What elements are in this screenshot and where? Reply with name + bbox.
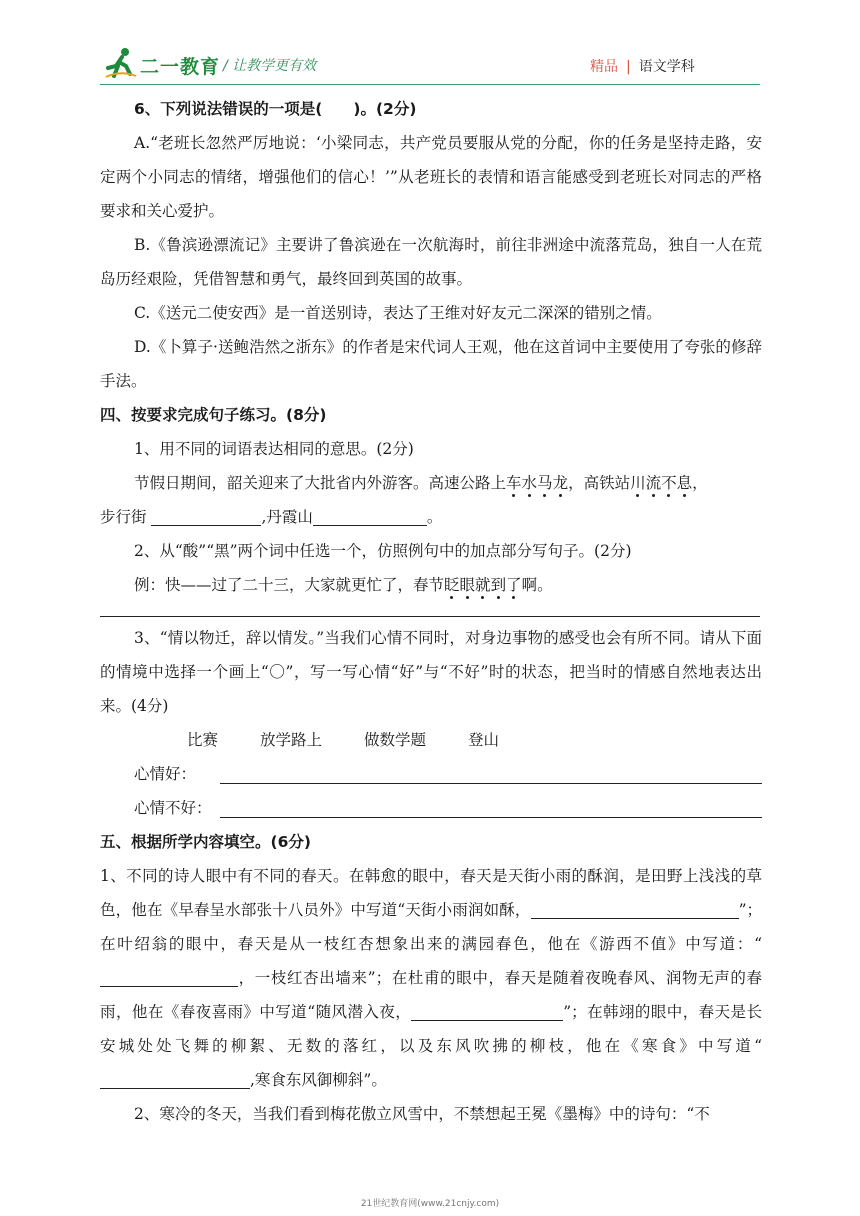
scenario-option[interactable]: 登山 xyxy=(468,731,500,749)
emphasis-char: 到 xyxy=(490,576,507,594)
question-6-title: 6、下列说法错误的一项是( )。(2分) xyxy=(134,100,417,118)
scenario-option[interactable]: 做数学题 xyxy=(364,731,427,749)
header-separator: | xyxy=(626,59,631,75)
emphasis-char: 车 xyxy=(506,474,522,492)
option-d: D.《卜算子·送鲍浩然之浙东》的作者是宋代词人王观，他在这首词中主要使用了夸张的修辞手法。 xyxy=(100,338,762,390)
emphasis-char: 息 xyxy=(676,474,693,492)
option-a: A.“老班长忽然严厉地说：‘小梁同志，共产党员要服从党的分配，你的任务是坚持走路，安定两个小同志的情绪，增强他们的信心！’”从老班长的表情和语言能感受到老班长对同志的严格要求和关心爱护。 xyxy=(100,134,762,220)
s4-q1-title: 1、用不同的词语表达相同的意思。(2分) xyxy=(134,440,414,458)
brand-name: 二一教育 xyxy=(140,56,221,78)
worksheet-body xyxy=(100,92,762,1131)
s5-q1-d: ”；在韩翊的眼中，春天是长安城处处飞舞的柳絮、无数的落红，以及东风吹拂的柳枝，他在《寒食》中写道“ xyxy=(100,1003,762,1055)
section-4-title: 四、按要求完成句子练习。(8分) xyxy=(100,406,327,424)
s4-q1-line2-b: ,丹霞山 xyxy=(261,508,313,526)
s4-q1-text-c: ， xyxy=(692,474,708,492)
answer-line[interactable] xyxy=(100,616,760,617)
answer-blank[interactable] xyxy=(100,966,238,987)
emphasis-char: 水 xyxy=(521,474,538,492)
dotted-phrase-3 xyxy=(444,576,522,594)
s5-q2: 2、寒冷的冬天，当我们看到梅花傲立风雪中，不禁想起王冕《墨梅》中的诗句：“不 xyxy=(134,1105,710,1123)
answer-blank[interactable] xyxy=(151,505,261,526)
s4-q1-text-b: ，高铁站 xyxy=(568,474,631,492)
s5-q1-a: 1、不同的诗人眼中有不同的春天。在韩愈的眼中，春天是天街小雨的酥润，是田野上浅浅的草色，他在《早春呈水部张十八员外》中写道“天街小雨润如酥， xyxy=(100,867,762,919)
s4-q2-title: 2、从“酸”“黑”两个词中任选一个，仿照例句中的加点部分写句子。(2分) xyxy=(134,542,632,560)
emphasis-char: 了 xyxy=(506,576,522,594)
scenario-option[interactable]: 放学路上 xyxy=(260,731,323,749)
s4-q1-line2 xyxy=(100,500,762,534)
option-c: C.《送元二使安西》是一首送别诗，表达了王维对好友元二深深的错别之情。 xyxy=(134,304,662,322)
s4-q1-text-a: 节假日期间，韶关迎来了大批省内外游客。高速公路上 xyxy=(134,474,507,492)
good-mood-row xyxy=(100,757,762,791)
answer-blank[interactable] xyxy=(313,505,427,526)
emphasis-char: 川 xyxy=(630,474,646,492)
subject-label: 语文学科 xyxy=(638,59,695,75)
s5-q1-c: ，一枝红杏出墙来”；在杜甫的眼中，春天是随着夜晚春风、润物无声的春雨，他在《春夜喜雨》中写道“随风潜入夜， xyxy=(100,969,762,1021)
s4-q2-example xyxy=(100,568,762,602)
option-b: B.《鲁滨逊漂流记》主要讲了鲁滨逊在一次航海时，前往非洲途中流落荒岛，独自一人在荒岛历经艰险，凭借智慧和勇气，最终回到英国的故事。 xyxy=(100,236,762,288)
quality-tag: 精品 xyxy=(590,59,618,75)
scenario-option[interactable]: 比赛 xyxy=(187,731,219,749)
emphasis-char: 不 xyxy=(661,474,677,492)
s4-q1-line2-a: 步行街 xyxy=(100,508,152,526)
s4-q1-line2-c: 。 xyxy=(426,508,443,526)
emphasis-char: 马 xyxy=(537,474,553,492)
emphasis-char: 龙 xyxy=(552,474,569,492)
answer-blank[interactable] xyxy=(100,1068,250,1089)
emphasis-char: 流 xyxy=(645,474,662,492)
header-subject xyxy=(590,56,695,76)
bad-mood-row xyxy=(100,791,762,825)
page-header xyxy=(0,0,860,80)
emphasis-char: 就 xyxy=(475,576,491,594)
s5-q1 xyxy=(100,859,762,1097)
emphasis-char: 眨 xyxy=(444,576,460,594)
answer-blank[interactable] xyxy=(411,1000,563,1021)
emphasis-char: 眼 xyxy=(459,576,476,594)
dotted-phrase-1 xyxy=(506,474,568,492)
brand-slogan: / 让教学更有效 xyxy=(223,58,317,74)
good-mood-answer-line[interactable] xyxy=(220,783,762,784)
answer-blank[interactable] xyxy=(655,898,739,919)
header-divider xyxy=(100,84,760,85)
scenario-options xyxy=(100,723,762,757)
bad-mood-label: 心情不好： xyxy=(134,799,212,817)
s5-q1-e: ,寒食东风御柳斜”。 xyxy=(250,1071,387,1089)
s4-q2-example-b: 啊。 xyxy=(521,576,553,594)
dotted-phrase-2 xyxy=(630,474,692,492)
s4-q1-text xyxy=(100,466,762,500)
s4-q2-example-a: 例：快——过了二十三，大家就更忙了，春节 xyxy=(134,576,445,594)
bad-mood-answer-line[interactable] xyxy=(220,817,762,818)
good-mood-label: 心情好： xyxy=(134,765,197,783)
page-footer: 21世纪教育网(www.21cnjy.com) xyxy=(360,1199,500,1209)
section-5-title: 五、根据所学内容填空。(6分) xyxy=(100,833,311,851)
s4-q3-text: 3、“情以物迁，辞以情发。”当我们心情不同时，对身边事物的感受也会有所不同。请从下面的情境中选择一个画上“〇”，写一写心情“好”与“不好”时的状态，把当时的情感自然地表达出来。(4分) xyxy=(100,629,762,715)
runner-logo-icon xyxy=(104,46,138,80)
s5-q1-b: ”；在叶绍翁的眼中，春天是从一枝红杏想象出来的满园春色，他在《游西不值》中写道：“ xyxy=(100,901,762,953)
answer-blank[interactable] xyxy=(531,898,655,919)
